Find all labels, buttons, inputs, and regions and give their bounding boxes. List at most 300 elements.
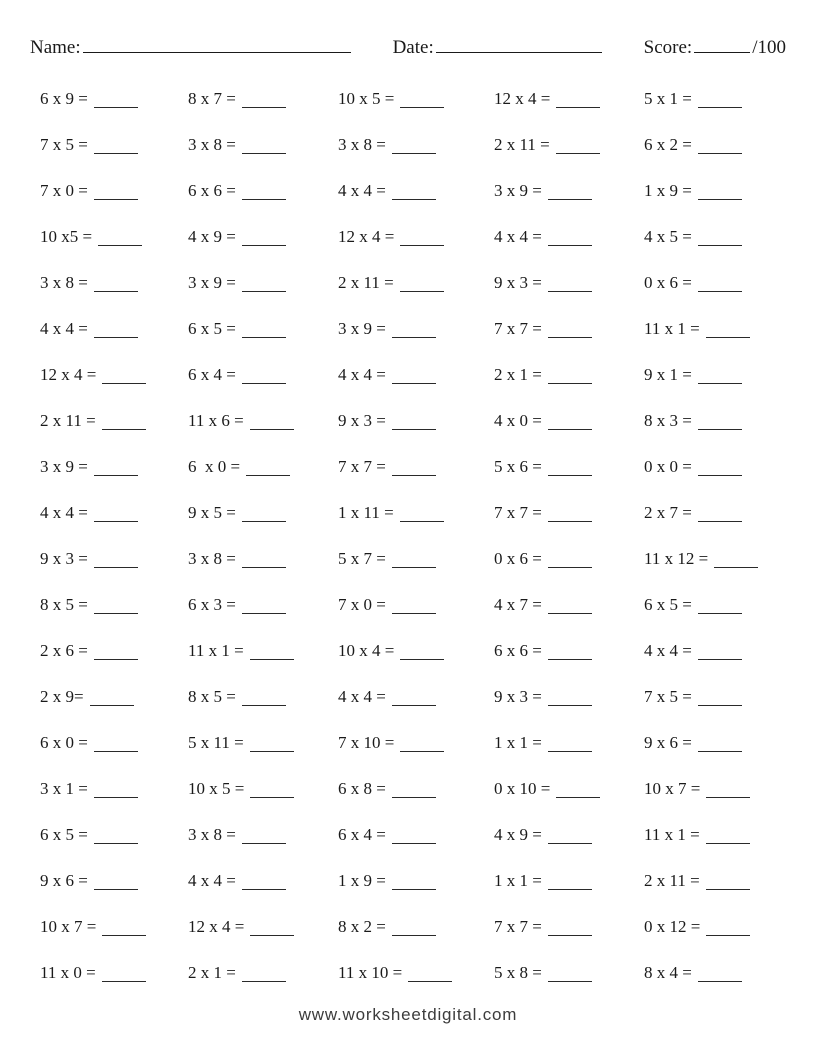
problem-cell: [494, 963, 644, 1009]
answer-blank[interactable]: [242, 136, 286, 154]
problem-cell: [188, 917, 338, 963]
date-field-group: [393, 33, 602, 59]
problem-label: 8 x 5 =: [40, 595, 88, 614]
problem-cell: [338, 181, 494, 227]
answer-blank[interactable]: [400, 504, 444, 522]
problem-label: 9 x 1 =: [644, 365, 692, 384]
answer-blank[interactable]: [392, 136, 436, 154]
problem-label: 3 x 8 =: [338, 135, 386, 154]
problem-cell: [494, 89, 644, 135]
problem-cell: [40, 871, 188, 917]
problem-cell: [338, 457, 494, 503]
problem-cell: [338, 871, 494, 917]
problem-cell: [644, 687, 780, 733]
problem-cell: [494, 503, 644, 549]
answer-blank[interactable]: [242, 182, 286, 200]
answer-blank[interactable]: [392, 412, 436, 430]
problem-label: 12 x 4 =: [338, 227, 395, 246]
answer-blank[interactable]: [250, 918, 294, 936]
answer-blank[interactable]: [548, 274, 592, 292]
problem-cell: [494, 411, 644, 457]
problem-cell: [188, 595, 338, 641]
name-field-group: [30, 33, 351, 59]
answer-blank[interactable]: [698, 366, 742, 384]
problem-label: 12 x 4 =: [40, 365, 97, 384]
problem-cell: [338, 549, 494, 595]
problem-cell: [338, 687, 494, 733]
problem-cell: [338, 825, 494, 871]
answer-blank[interactable]: [548, 872, 592, 890]
problem-cell: [40, 503, 188, 549]
answer-blank[interactable]: [94, 780, 138, 798]
problem-cell: [494, 687, 644, 733]
answer-blank[interactable]: [392, 366, 436, 384]
answer-blank[interactable]: [392, 458, 436, 476]
problem-label: 5 x 1 =: [644, 89, 692, 108]
problem-label: 12 x 4 =: [188, 917, 245, 936]
problem-label: 7 x 7 =: [494, 917, 542, 936]
problem-label: 11 x 0 =: [40, 963, 96, 982]
answer-blank[interactable]: [90, 688, 134, 706]
problem-label: 2 x 11 =: [40, 411, 96, 430]
problem-cell: [494, 779, 644, 825]
answer-blank[interactable]: [706, 826, 750, 844]
problem-label: 7 x 7 =: [494, 503, 542, 522]
score-field-group: [644, 33, 786, 59]
problem-cell: [494, 641, 644, 687]
problem-cell: [188, 89, 338, 135]
problem-label: 2 x 7 =: [644, 503, 692, 522]
problem-cell: [338, 917, 494, 963]
problem-cell: [494, 549, 644, 595]
problem-cell: [644, 779, 780, 825]
problem-label: 3 x 9 =: [494, 181, 542, 200]
answer-blank[interactable]: [698, 182, 742, 200]
problem-cell: [188, 227, 338, 273]
problem-label: 9 x 3 =: [338, 411, 386, 430]
problem-cell: [494, 135, 644, 181]
problem-label: 4 x 9 =: [494, 825, 542, 844]
problem-cell: [494, 733, 644, 779]
answer-blank[interactable]: [94, 90, 138, 108]
answer-blank[interactable]: [242, 228, 286, 246]
problem-cell: [40, 779, 188, 825]
problem-cell: [644, 825, 780, 871]
date-field-line[interactable]: [436, 33, 602, 53]
problem-label: 7 x 0 =: [338, 595, 386, 614]
problem-cell: [188, 825, 338, 871]
answer-blank[interactable]: [698, 734, 742, 752]
problem-cell: [188, 549, 338, 595]
answer-blank[interactable]: [94, 182, 138, 200]
answer-blank[interactable]: [548, 504, 592, 522]
problems-grid: [40, 89, 780, 1009]
answer-blank[interactable]: [250, 734, 294, 752]
problem-label: 4 x 4 =: [494, 227, 542, 246]
answer-blank[interactable]: [548, 596, 592, 614]
problem-label: 8 x 7 =: [188, 89, 236, 108]
problem-cell: [644, 917, 780, 963]
answer-blank[interactable]: [242, 90, 286, 108]
problem-label: 4 x 4 =: [338, 687, 386, 706]
answer-blank[interactable]: [250, 412, 294, 430]
answer-blank[interactable]: [94, 734, 138, 752]
answer-blank[interactable]: [242, 504, 286, 522]
problem-cell: [40, 595, 188, 641]
answer-blank[interactable]: [548, 688, 592, 706]
problem-label: 10 x 7 =: [40, 917, 97, 936]
problem-cell: [188, 503, 338, 549]
answer-blank[interactable]: [242, 550, 286, 568]
name-field-line[interactable]: [83, 33, 351, 53]
problem-cell: [188, 963, 338, 1009]
problem-cell: [40, 687, 188, 733]
answer-blank[interactable]: [400, 642, 444, 660]
answer-blank[interactable]: [698, 458, 742, 476]
answer-blank[interactable]: [548, 826, 592, 844]
answer-blank[interactable]: [556, 780, 600, 798]
problem-cell: [644, 411, 780, 457]
answer-blank[interactable]: [94, 596, 138, 614]
answer-blank[interactable]: [102, 964, 146, 982]
problem-cell: [338, 135, 494, 181]
problem-label: 6 x 6 =: [494, 641, 542, 660]
problem-cell: [494, 273, 644, 319]
score-total: /100: [752, 37, 786, 58]
answer-blank[interactable]: [548, 320, 592, 338]
problem-cell: [40, 365, 188, 411]
problem-label: 8 x 4 =: [644, 963, 692, 982]
problem-cell: [644, 89, 780, 135]
answer-blank[interactable]: [714, 550, 758, 568]
problem-cell: [494, 319, 644, 365]
problem-label: 4 x 5 =: [644, 227, 692, 246]
answer-blank[interactable]: [102, 366, 146, 384]
problem-cell: [40, 227, 188, 273]
problem-label: 11 x 12 =: [644, 549, 709, 568]
problem-label: 2 x 1 =: [188, 963, 236, 982]
problem-cell: [338, 365, 494, 411]
problem-label: 6 x 8 =: [338, 779, 386, 798]
problem-label: 6 x 2 =: [644, 135, 692, 154]
answer-blank[interactable]: [94, 872, 138, 890]
score-field-line[interactable]: [694, 33, 750, 53]
problem-label: 1 x 9 =: [644, 181, 692, 200]
problem-label: 4 x 7 =: [494, 595, 542, 614]
problem-cell: [338, 227, 494, 273]
answer-blank[interactable]: [94, 504, 138, 522]
problem-label: 2 x 11 =: [494, 135, 550, 154]
answer-blank[interactable]: [242, 320, 286, 338]
answer-blank[interactable]: [242, 872, 286, 890]
problem-label: 11 x 10 =: [338, 963, 403, 982]
answer-blank[interactable]: [242, 596, 286, 614]
problem-cell: [40, 319, 188, 365]
problem-label: 8 x 2 =: [338, 917, 386, 936]
problem-label: 6 x 0 =: [40, 733, 88, 752]
answer-blank[interactable]: [698, 504, 742, 522]
problem-label: 10 x 7 =: [644, 779, 701, 798]
problem-label: 5 x 11 =: [188, 733, 244, 752]
problem-cell: [338, 411, 494, 457]
problem-cell: [494, 181, 644, 227]
problem-label: 9 x 5 =: [188, 503, 236, 522]
answer-blank[interactable]: [548, 228, 592, 246]
answer-blank[interactable]: [98, 228, 142, 246]
problem-cell: [40, 89, 188, 135]
problem-cell: [40, 641, 188, 687]
answer-blank[interactable]: [246, 458, 290, 476]
answer-blank[interactable]: [698, 642, 742, 660]
problem-cell: [494, 917, 644, 963]
problem-label: 11 x 1 =: [188, 641, 244, 660]
problem-label: 4 x 4 =: [338, 181, 386, 200]
problem-cell: [40, 825, 188, 871]
problem-label: 11 x 1 =: [644, 825, 700, 844]
problem-cell: [188, 319, 338, 365]
problem-cell: [40, 549, 188, 595]
problem-label: 7 x 7 =: [494, 319, 542, 338]
problem-label: 7 x 5 =: [644, 687, 692, 706]
problem-label: 1 x 1 =: [494, 733, 542, 752]
problem-label: 4 x 4 =: [338, 365, 386, 384]
problem-cell: [644, 733, 780, 779]
answer-blank[interactable]: [392, 550, 436, 568]
problem-label: 6 x 4 =: [188, 365, 236, 384]
problem-cell: [338, 963, 494, 1009]
answer-blank[interactable]: [242, 274, 286, 292]
problem-label: 1 x 11 =: [338, 503, 394, 522]
answer-blank[interactable]: [94, 642, 138, 660]
answer-blank[interactable]: [698, 274, 742, 292]
answer-blank[interactable]: [242, 826, 286, 844]
problem-label: 11 x 1 =: [644, 319, 700, 338]
problem-label: 3 x 9 =: [40, 457, 88, 476]
problem-cell: [338, 779, 494, 825]
answer-blank[interactable]: [250, 780, 294, 798]
problem-cell: [494, 365, 644, 411]
problem-label: 9 x 3 =: [40, 549, 88, 568]
problem-label: 2 x 1 =: [494, 365, 542, 384]
answer-blank[interactable]: [706, 918, 750, 936]
problem-label: 3 x 8 =: [188, 825, 236, 844]
problem-label: 9 x 3 =: [494, 273, 542, 292]
footer-url: www.worksheetdigital.com: [298, 1005, 518, 1024]
problem-label: 0 x 10 =: [494, 779, 551, 798]
answer-blank[interactable]: [548, 458, 592, 476]
answer-blank[interactable]: [392, 918, 436, 936]
answer-blank[interactable]: [698, 688, 742, 706]
problem-cell: [644, 963, 780, 1009]
problem-cell: [40, 181, 188, 227]
problem-label: 1 x 1 =: [494, 871, 542, 890]
problem-cell: [644, 319, 780, 365]
answer-blank[interactable]: [698, 596, 742, 614]
answer-blank[interactable]: [94, 458, 138, 476]
problem-label: 2 x 11 =: [338, 273, 394, 292]
problem-label: 3 x 9 =: [188, 273, 236, 292]
problem-cell: [188, 779, 338, 825]
problem-label: 3 x 8 =: [188, 135, 236, 154]
problem-label: 6 x 3 =: [188, 595, 236, 614]
problem-label: 4 x 9 =: [188, 227, 236, 246]
problem-cell: [338, 273, 494, 319]
problem-cell: [494, 871, 644, 917]
problem-cell: [644, 273, 780, 319]
problem-cell: [188, 641, 338, 687]
problem-cell: [338, 595, 494, 641]
problem-label: 4 x 4 =: [40, 319, 88, 338]
problem-cell: [644, 503, 780, 549]
problem-cell: [188, 273, 338, 319]
problem-cell: [644, 457, 780, 503]
answer-blank[interactable]: [94, 136, 138, 154]
problem-cell: [40, 733, 188, 779]
answer-blank[interactable]: [706, 780, 750, 798]
problem-label: 5 x 7 =: [338, 549, 386, 568]
date-label: Date:: [392, 37, 434, 58]
problem-cell: [338, 319, 494, 365]
answer-blank[interactable]: [242, 964, 286, 982]
answer-blank[interactable]: [400, 90, 444, 108]
problem-cell: [188, 365, 338, 411]
problem-label: 8 x 3 =: [644, 411, 692, 430]
answer-blank[interactable]: [392, 688, 436, 706]
answer-blank[interactable]: [548, 918, 592, 936]
problem-label: 1 x 9 =: [338, 871, 386, 890]
problem-label: 9 x 6 =: [644, 733, 692, 752]
problem-cell: [188, 733, 338, 779]
answer-blank[interactable]: [392, 182, 436, 200]
problem-cell: [644, 595, 780, 641]
answer-blank[interactable]: [698, 964, 742, 982]
problem-cell: [188, 135, 338, 181]
problem-label: 6 x 0 =: [188, 457, 241, 476]
answer-blank[interactable]: [400, 734, 444, 752]
problem-label: 6 x 5 =: [644, 595, 692, 614]
answer-blank[interactable]: [102, 918, 146, 936]
answer-blank[interactable]: [548, 366, 592, 384]
problem-cell: [338, 733, 494, 779]
answer-blank[interactable]: [94, 826, 138, 844]
problem-label: 4 x 4 =: [644, 641, 692, 660]
answer-blank[interactable]: [698, 228, 742, 246]
answer-blank[interactable]: [392, 780, 436, 798]
problem-label: 2 x 9=: [40, 687, 84, 706]
problem-label: 3 x 8 =: [188, 549, 236, 568]
problem-label: 9 x 6 =: [40, 871, 88, 890]
problem-label: 10 x 5 =: [338, 89, 395, 108]
problem-cell: [644, 135, 780, 181]
answer-blank[interactable]: [548, 642, 592, 660]
problem-label: 3 x 8 =: [40, 273, 88, 292]
problem-cell: [40, 411, 188, 457]
problem-cell: [644, 227, 780, 273]
answer-blank[interactable]: [400, 228, 444, 246]
problem-cell: [338, 503, 494, 549]
problem-label: 6 x 6 =: [188, 181, 236, 200]
problem-cell: [338, 89, 494, 135]
answer-blank[interactable]: [400, 274, 444, 292]
problem-label: 3 x 9 =: [338, 319, 386, 338]
answer-blank[interactable]: [250, 642, 294, 660]
problem-label: 3 x 1 =: [40, 779, 88, 798]
problem-label: 0 x 12 =: [644, 917, 701, 936]
answer-blank[interactable]: [94, 274, 138, 292]
answer-blank[interactable]: [706, 320, 750, 338]
answer-blank[interactable]: [392, 826, 436, 844]
name-label: Name:: [30, 37, 81, 58]
answer-blank[interactable]: [94, 320, 138, 338]
answer-blank[interactable]: [102, 412, 146, 430]
problem-cell: [644, 549, 780, 595]
problem-label: 5 x 6 =: [494, 457, 542, 476]
answer-blank[interactable]: [698, 412, 742, 430]
problem-label: 10 x5 =: [40, 227, 93, 246]
answer-blank[interactable]: [242, 688, 286, 706]
problem-label: 2 x 11 =: [644, 871, 700, 890]
answer-blank[interactable]: [556, 136, 600, 154]
problem-label: 6 x 4 =: [338, 825, 386, 844]
problem-cell: [644, 365, 780, 411]
problem-label: 4 x 4 =: [188, 871, 236, 890]
problem-label: 5 x 8 =: [494, 963, 542, 982]
answer-blank[interactable]: [392, 320, 436, 338]
problem-label: 7 x 10 =: [338, 733, 395, 752]
answer-blank[interactable]: [94, 550, 138, 568]
answer-blank[interactable]: [706, 872, 750, 890]
problem-label: 6 x 9 =: [40, 89, 88, 108]
answer-blank[interactable]: [698, 90, 742, 108]
problem-cell: [494, 595, 644, 641]
problem-cell: [188, 687, 338, 733]
worksheet-header: [30, 33, 786, 59]
problem-cell: [188, 871, 338, 917]
problem-label: 11 x 6 =: [188, 411, 244, 430]
problem-cell: [494, 227, 644, 273]
problem-cell: [644, 181, 780, 227]
problem-cell: [40, 273, 188, 319]
problem-cell: [40, 135, 188, 181]
problem-cell: [644, 641, 780, 687]
problem-label: 7 x 7 =: [338, 457, 386, 476]
answer-blank[interactable]: [548, 734, 592, 752]
answer-blank[interactable]: [698, 136, 742, 154]
problem-label: 0 x 6 =: [494, 549, 542, 568]
answer-blank[interactable]: [548, 550, 592, 568]
problem-label: 6 x 5 =: [188, 319, 236, 338]
answer-blank[interactable]: [548, 964, 592, 982]
answer-blank[interactable]: [392, 872, 436, 890]
answer-blank[interactable]: [556, 90, 600, 108]
answer-blank[interactable]: [242, 366, 286, 384]
problem-label: 0 x 0 =: [644, 457, 692, 476]
problem-label: 2 x 6 =: [40, 641, 88, 660]
problem-label: 12 x 4 =: [494, 89, 551, 108]
problem-label: 9 x 3 =: [494, 687, 542, 706]
answer-blank[interactable]: [408, 964, 452, 982]
problem-cell: [494, 825, 644, 871]
answer-blank[interactable]: [548, 412, 592, 430]
problem-cell: [40, 917, 188, 963]
problem-cell: [644, 871, 780, 917]
problem-label: 8 x 5 =: [188, 687, 236, 706]
problem-cell: [188, 457, 338, 503]
problem-label: 7 x 5 =: [40, 135, 88, 154]
problem-cell: [40, 457, 188, 503]
answer-blank[interactable]: [548, 182, 592, 200]
answer-blank[interactable]: [392, 596, 436, 614]
